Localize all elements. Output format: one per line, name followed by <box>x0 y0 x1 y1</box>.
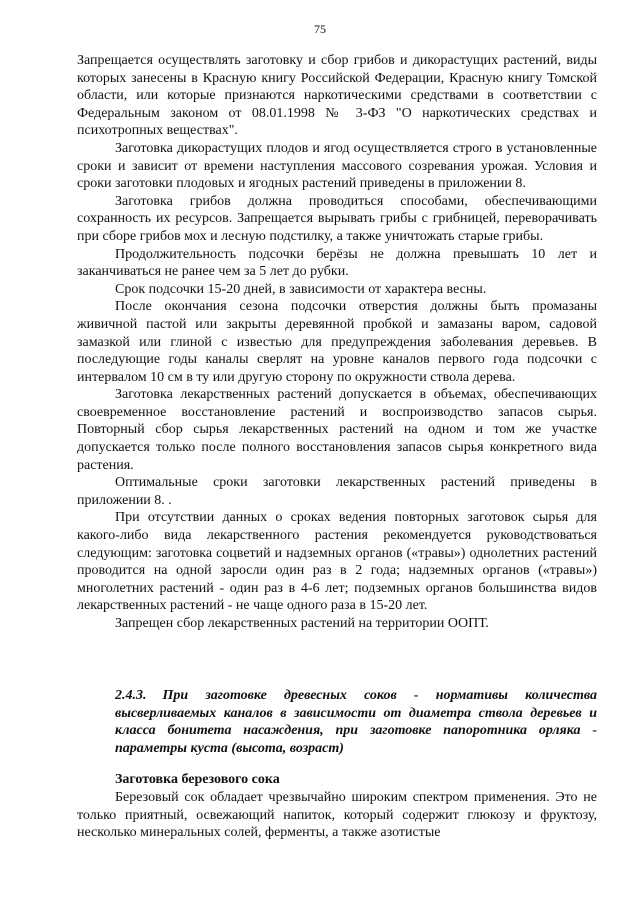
paragraph-tapping-term: Срок подсочки 15-20 дней, в зависимости от характера весны. <box>115 281 487 297</box>
paragraph-birch-tapping-duration: Продолжительность подсочки берёзы не должна превышать 10 лет и заканчиваться не ранее чем за 5 лет до рубки. <box>77 246 597 280</box>
paragraph-fruits-berries: Заготовка дикорастущих плодов и ягод осуществляется строго в установленные сроки и зависит от времени наступления массового созревания урожая. Условия и сроки заготовки плодовых и ягодных растений приведены в приложении 8. <box>77 140 597 192</box>
paragraph-birch-sap: Березовый сок обладает чрезвычайно широким спектром применения. Это не только приятный, освежающий напиток, который содержит глюкозу и фруктозу, несколько минеральных солей, ферменты, а также азотистые <box>77 790 597 841</box>
paragraph-prohibited-species: Запрещается осуществлять заготовку и сбор грибов и дикорастущих растений, виды которых занесены в Красную книгу Российской Федерации, Красную книгу Томской области, или которые признаются наркотическими средствами в соответствии с Федеральным законом от 08.01.1998 № 3-ФЗ "О наркотических средствах и психотропных веществах". <box>77 53 597 139</box>
subheading-birch-sap: Заготовка березового сока <box>115 772 280 787</box>
paragraph-mushrooms: Заготовка грибов должна проводиться способами, обеспечивающими сохранность их ресурсов. Запрещается вырывать грибы с грибницей, переворачивать при сборе грибов мох и лесную подстилку, а также уничтожать старые грибы. <box>77 193 597 244</box>
paragraph-repeat-harvest: При отсутствии данных о сроках ведения повторных заготовок сырья для какого-либо вида лекарственного растения рекомендуется руководствоваться следующим: заготовка соцветий и надземных органов («травы») однолетних растений проводится на одной заросли один раз в 2 года; надземных органов («травы») многолетних растений - один раз в 4-6 лет; подземных органов большинства видов лекарственных растений - не чаще одного раза в 15-20 лет. <box>77 510 597 614</box>
section-number: 2.4.3. <box>115 688 147 703</box>
tail-text <box>77 789 597 842</box>
body-text <box>77 52 597 633</box>
page-number: 75 <box>314 22 326 36</box>
section-title: При заготовке древесных соков - нормативы количества высверливаемых каналов в зависимости от диаметра ствола деревьев и класса бонитета насаждения, при заготовке папоротника орляка - параметры куста (высота, возраст) <box>115 688 597 756</box>
paragraph-oopt-ban: Запрещен сбор лекарственных растений на территории ООПТ. <box>115 616 489 631</box>
paragraph-medicinal-plants: Заготовка лекарственных растений допускается в объемах, обеспечивающих своевременное восстановление растений и воспроизводство запасов сырья. Повторный сбор сырья лекарственных растений на одном и том же участке допускается только после полного восстановления запасов сырья конкретного вида растения. <box>77 387 597 473</box>
paragraph-optimal-terms: Оптимальные сроки заготовки лекарственных растений приведены в приложении 8. . <box>77 475 597 508</box>
section-heading <box>115 687 597 757</box>
paragraph-after-season: После окончания сезона подсочки отверстия должны быть промазаны живичной пастой или закрыты деревянной пробкой и замазаны варом, садовой замазкой или глиной с известью для предупреждения заболевания деревьев. В последующие годы каналы сверлят на уровне каналов первого года подсочки с интервалом 10 см в ту или другую сторону по окружности ствола дерева. <box>77 299 597 385</box>
